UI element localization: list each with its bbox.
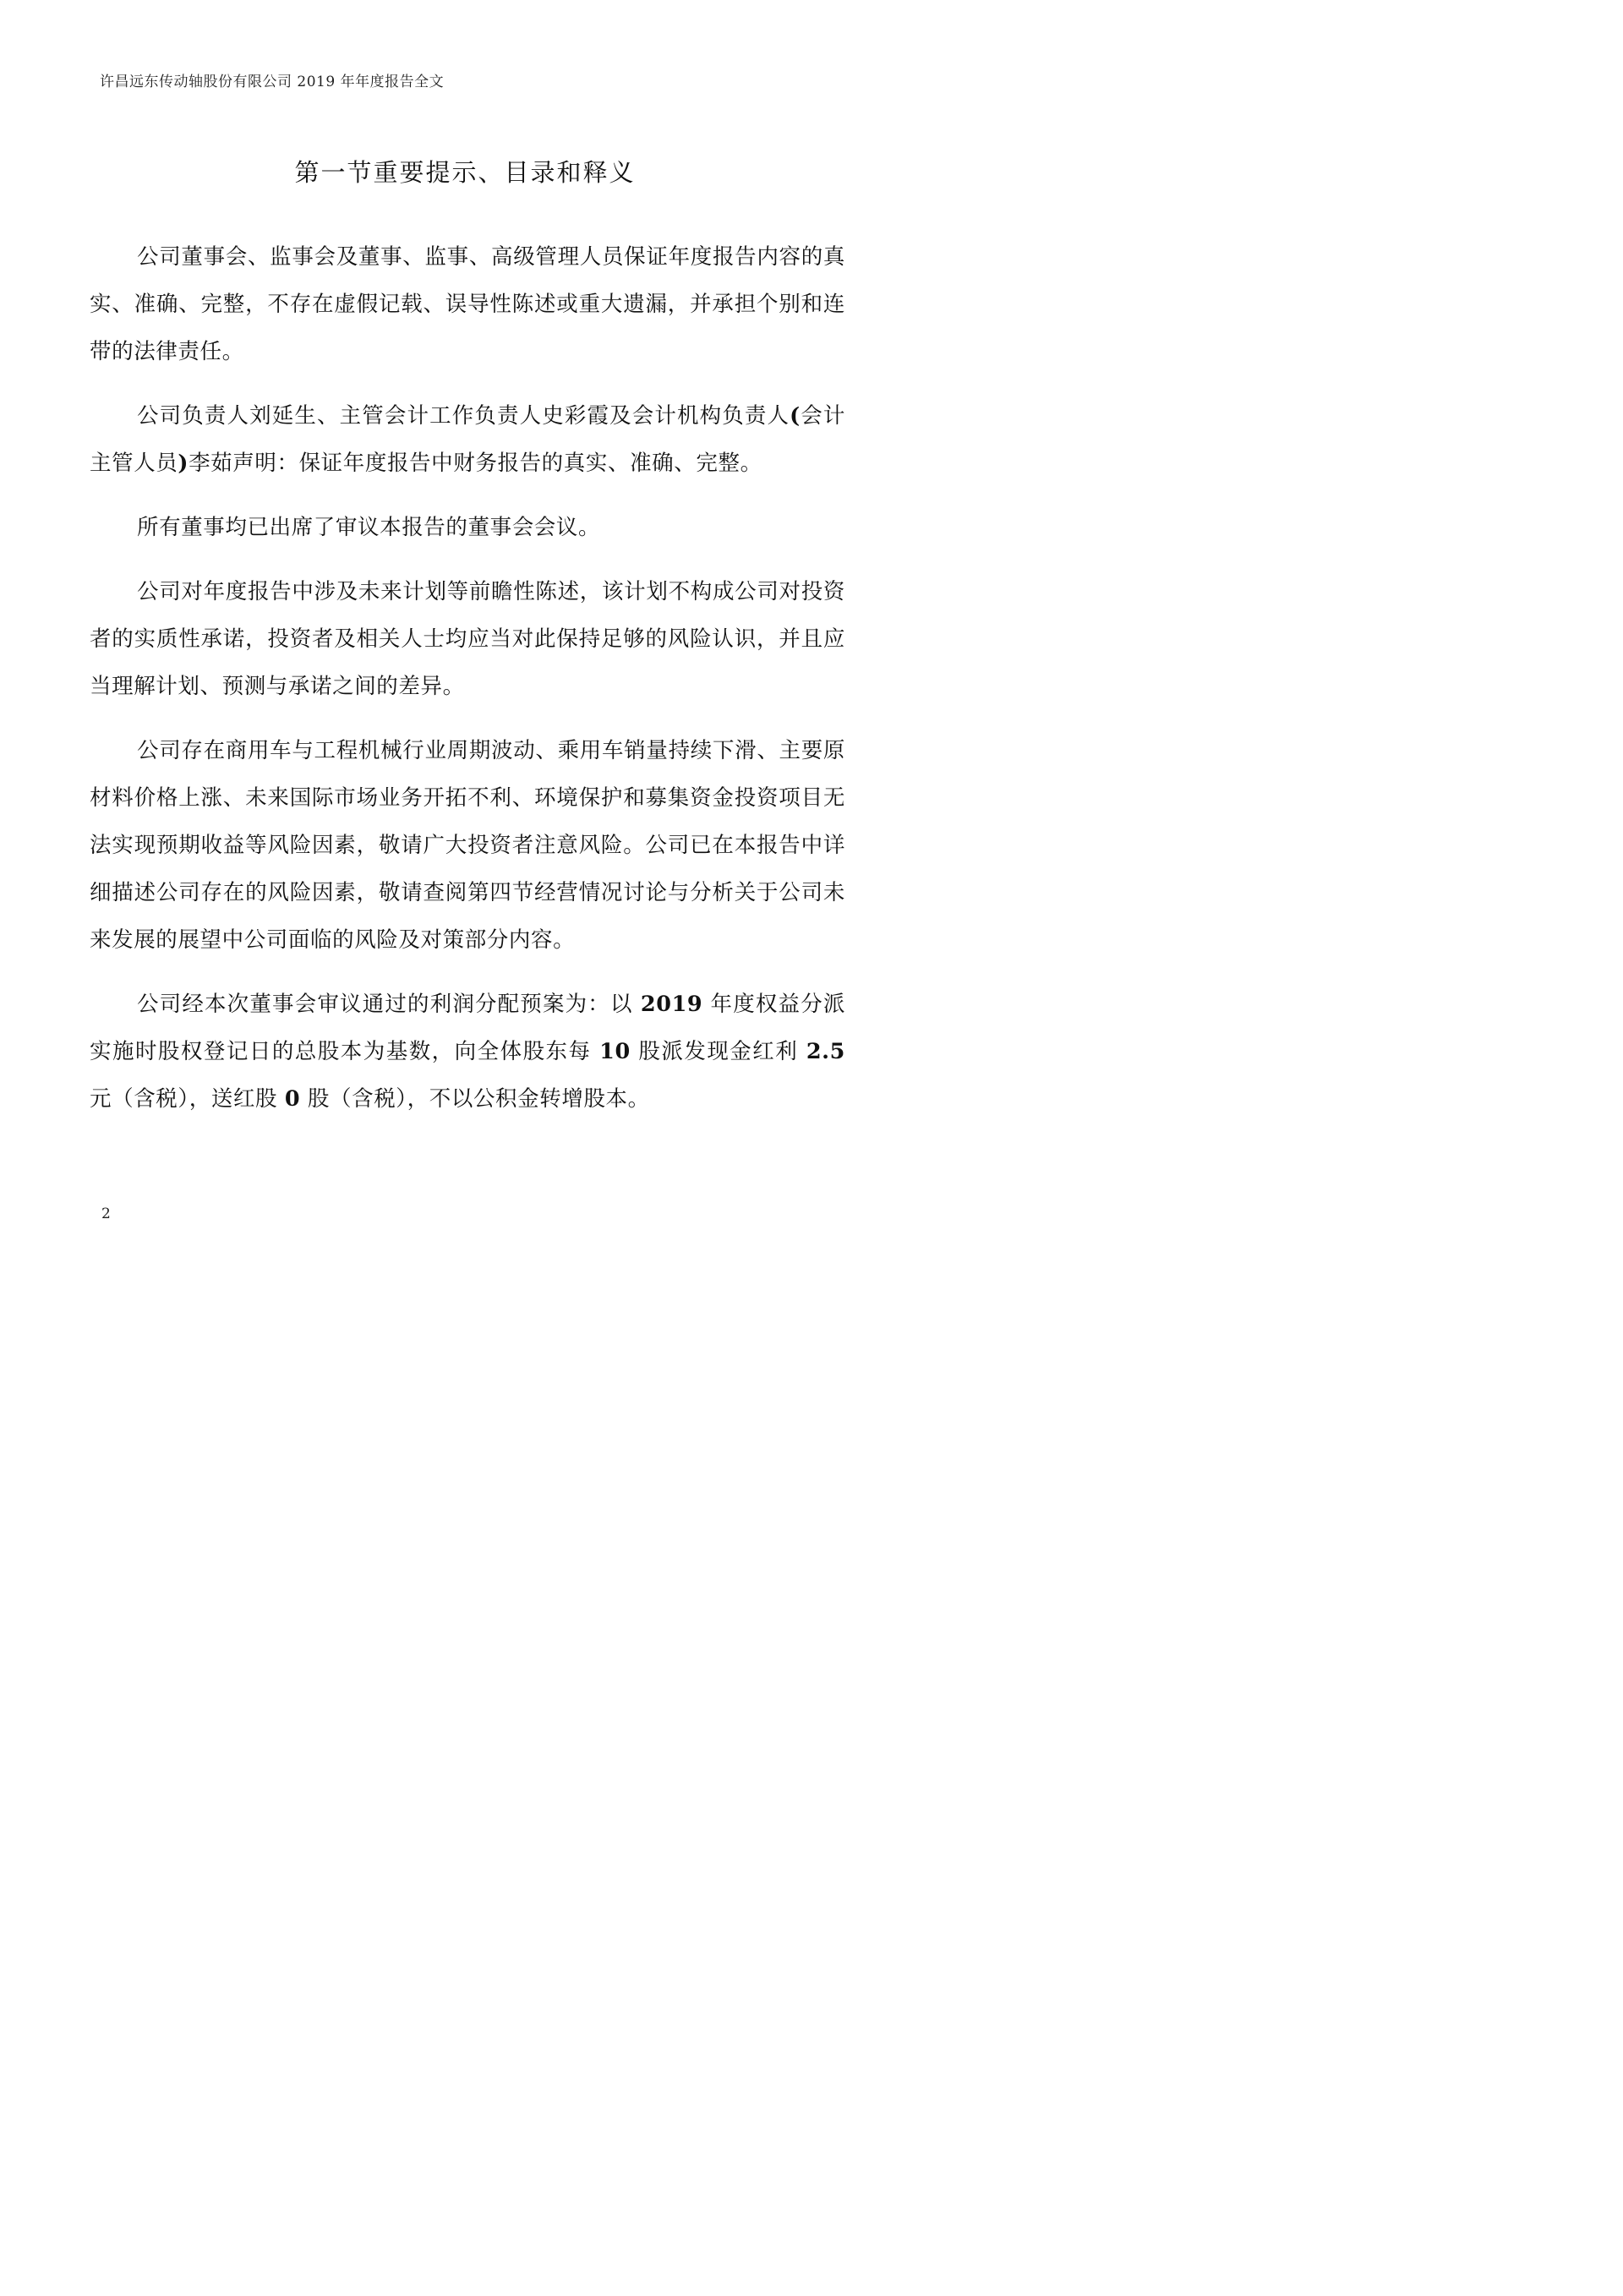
bold-paren-open: ( <box>790 403 801 429</box>
paragraph-text: 李茹声明：保证年度报告中财务报告的真实、准确、完整。 <box>189 451 762 476</box>
paragraph-text: 股派发现金红利 <box>630 1039 806 1064</box>
report-header: 许昌远东传动轴股份有限公司 2019 年年度报告全文 <box>100 74 445 90</box>
paragraph-profit-distribution <box>90 981 845 1123</box>
distribution-year: 2019 <box>640 992 703 1017</box>
section-title: 第一节重要提示、目录和释义 <box>294 158 636 187</box>
paragraph-board-guarantee: 公司董事会、监事会及董事、监事、高级管理人员保证年度报告内容的真实、准确、完整，不存在虚假记载、误导性陈述或重大遗漏，并承担个别和连带的法律责任。 <box>90 244 845 364</box>
paragraph-text: 年度权益分派实施时股权登记日的总股本为基数，向全体股东每 <box>90 992 845 1064</box>
document-body <box>90 233 845 1140</box>
page-number: 2 <box>101 1205 111 1222</box>
paragraph-text: 会计主管人员 <box>90 403 845 476</box>
bold-paren-close: ) <box>178 451 189 476</box>
share-base: 10 <box>599 1039 631 1064</box>
cash-dividend-amount: 2.5 <box>806 1039 845 1064</box>
paragraph-risk-factors: 公司存在商用车与工程机械行业周期波动、乘用车销量持续下滑、主要原材料价格上涨、未来国际市场业务开拓不利、环境保护和募集资金投资项目无法实现预期收益等风险因素，敬请广大投资者注意风险。公司已在本报告中详细描述公司存在的风险因素，敬请查阅第四节经营情况讨论与分析关于公司未来发展的展望中公司面临的风险及对策部分内容。 <box>90 738 845 953</box>
bonus-shares: 0 <box>284 1086 301 1112</box>
paragraph-responsible-persons <box>90 392 845 487</box>
paragraph-forward-looking: 公司对年度报告中涉及未来计划等前瞻性陈述，该计划不构成公司对投资者的实质性承诺，投资者及相关人士均应当对此保持足够的风险认识，并且应当理解计划、预测与承诺之间的差异。 <box>90 579 845 699</box>
paragraph-text: 公司经本次董事会审议通过的利润分配预案为：以 <box>137 992 641 1017</box>
paragraph-text: 股（含税），不以公积金转增股本。 <box>300 1086 650 1112</box>
paragraph-text: 公司负责人刘延生、主管会计工作负责人史彩霞及会计机构负责人 <box>137 403 790 429</box>
paragraph-text: 元（含税），送红股 <box>90 1086 285 1112</box>
paragraph-directors-attendance: 所有董事均已出席了审议本报告的董事会会议。 <box>137 515 601 540</box>
